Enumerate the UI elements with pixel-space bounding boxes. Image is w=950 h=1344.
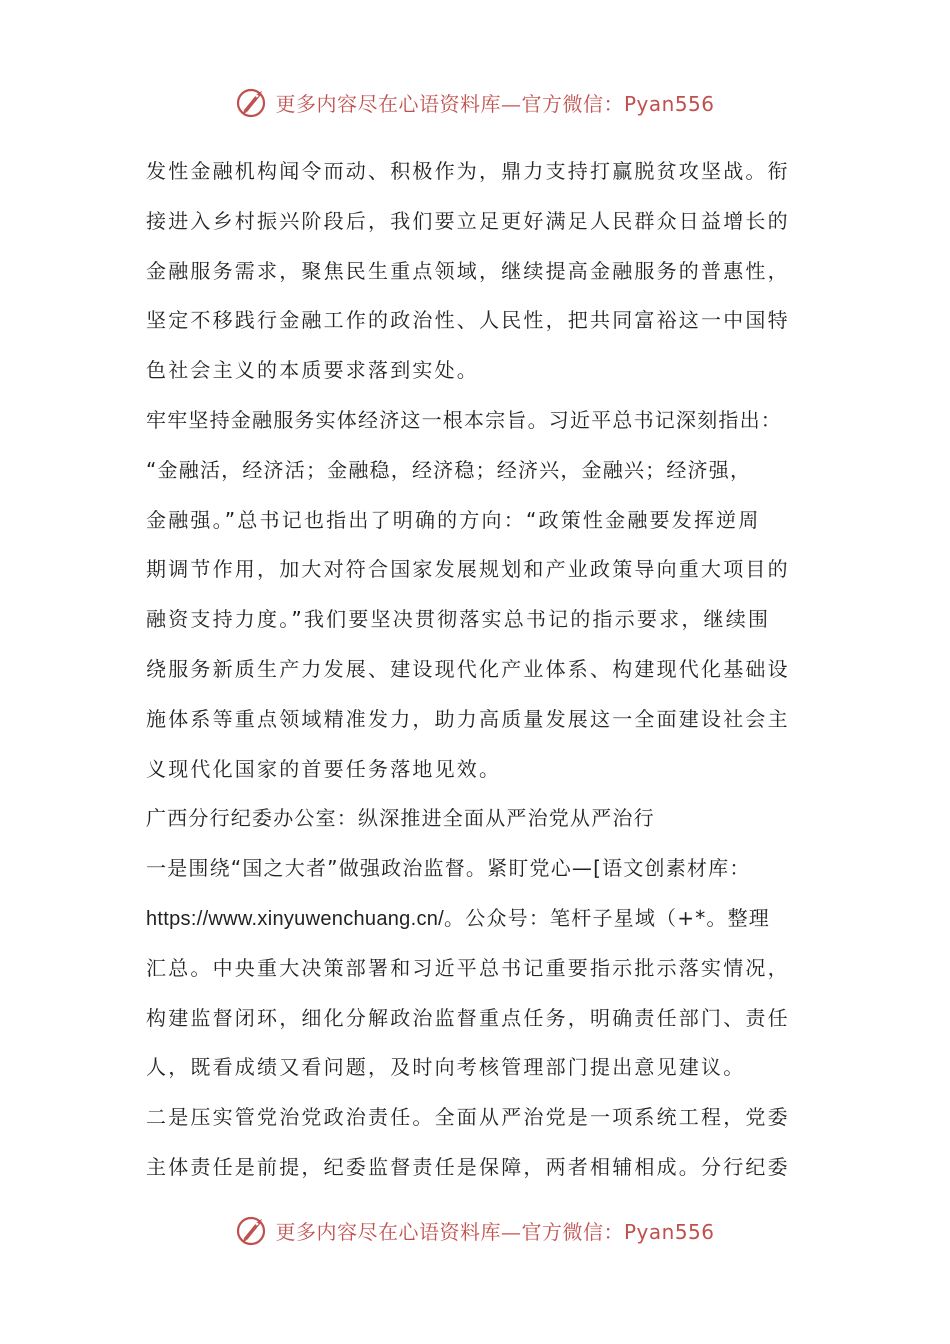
text-line: 坚定不移践行金融工作的政治性、人民性，把共同富裕这一中国特 xyxy=(146,308,790,333)
banner-text: 更多内容尽在心语资料库—官方微信：Pyan556 xyxy=(275,1219,715,1244)
text-line: 接进入乡村振兴阶段后，我们要立足更好满足人民群众日益增长的 xyxy=(146,208,790,233)
text-line: 一是围绕“国之大者”做强政治监督。紧盯党心—[语文创素材库： xyxy=(146,856,751,881)
text-line: 施体系等重点领域精准发力，助力高质量发展这一全面建设社会主 xyxy=(146,706,790,731)
text-line: 义现代化国家的首要任务落地见效。 xyxy=(146,756,502,781)
source-url-link[interactable]: https://www.xinyuwenchuang.cn/ xyxy=(146,907,445,930)
pen-nib-circle-icon xyxy=(235,1213,269,1247)
text-line: 主体责任是前提，纪委监督责任是保障，两者相辅相成。分行纪委 xyxy=(146,1154,790,1179)
header-watermark-banner xyxy=(0,82,950,122)
text-line: 期调节作用，加大对符合国家发展规划和产业政策导向重大项目的 xyxy=(146,557,790,582)
text-line: 融资支持力度。”我们要坚决贯彻落实总书记的指示要求，继续围 xyxy=(146,607,771,632)
text-line: “金融活，经济活；金融稳，经济稳；经济兴，金融兴；经济强， xyxy=(146,457,752,482)
text-line: 牢牢坚持金融服务实体经济这一根本宗旨。习近平总书记深刻指出： xyxy=(146,407,782,432)
text-line: 二是压实管党治党政治责任。全面从严治党是一项系统工程，党委 xyxy=(146,1105,790,1130)
text-line: 金融服务需求，聚焦民生重点领域，继续提高金融服务的普惠性， xyxy=(146,258,790,283)
text-line: 绕服务新质生产力发展、建设现代化产业体系、构建现代化基础设 xyxy=(146,656,790,681)
text-line: 发性金融机构闻令而动、积极作为，鼎力支持打赢脱贫攻坚战。衔 xyxy=(146,159,790,183)
banner-text: 更多内容尽在心语资料库—官方微信：Pyan556 xyxy=(275,91,715,116)
document-body xyxy=(146,147,816,1193)
text-line: 金融强。”总书记也指出了明确的方向：“政策性金融要发挥逆周 xyxy=(146,507,761,532)
text-line: 构建监督闭环，细化分解政治监督重点任务，明确责任部门、责任 xyxy=(146,1005,790,1030)
footer-watermark-banner xyxy=(0,1210,950,1250)
text-line-with-url: https://www.xinyuwenchuang.cn/。公众号：笔杆子星域（+*。整理 xyxy=(146,905,771,930)
text-line: 人，既看成绩又看问题，及时向考核管理部门提出意见建议。 xyxy=(146,1055,746,1080)
section-heading: 广西分行纪委办公室：纵深推进全面从严治党从严治行 xyxy=(146,806,655,831)
text-line: 色社会主义的本质要求落到实处。 xyxy=(146,358,479,383)
text-line: 汇总。中央重大决策部署和习近平总书记重要指示批示落实情况， xyxy=(146,955,790,980)
pen-nib-circle-icon xyxy=(235,85,269,119)
